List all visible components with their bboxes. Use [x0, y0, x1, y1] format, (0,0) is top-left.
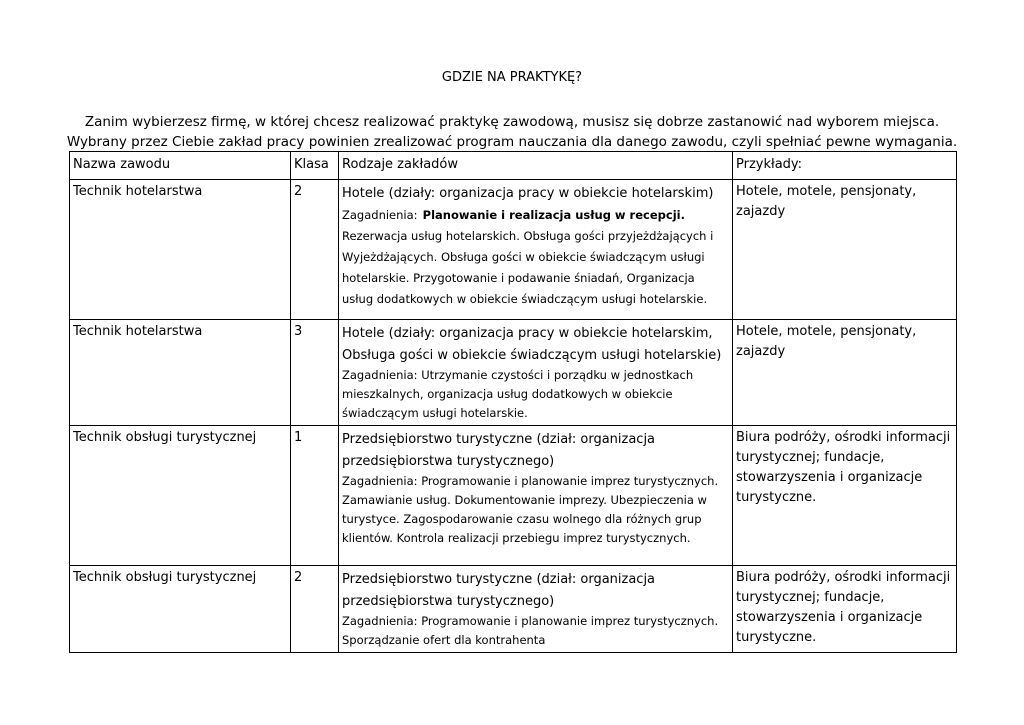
header-klasa: Klasa	[291, 152, 339, 180]
rodzaje-sub: Zagadnienia: Programowanie i planowanie imprez turystycznych. Sporządzanie ofert dla kontrahenta	[342, 614, 719, 647]
rodzaje-sub-rest: Rezerwacja usług hotelarskich. Obsługa gości przyjeżdżających i Wyjeżdżających. Obsługa gości w obiekcie świadczącym usługi hotelarskie. Przygotowanie i podawanie śniadań, Organizacja usług dodatkowych w obiekcie świadczącym usługi hotelarskie.	[342, 229, 714, 306]
cell-rodzaje	[339, 180, 733, 320]
cell-klasa: 1	[291, 426, 339, 566]
rodzaje-sub: Zagadnienia: Utrzymanie czystości i porządku w jednostkach mieszkalnych, organizacja usług dodatkowych w obiekcie świadczącym usługi hotelarskie.	[342, 368, 694, 420]
cell-przyklady: Biura podróży, ośrodki informacji turystycznej; fundacje, stowarzyszenia i organizacje turystyczne.	[733, 426, 957, 566]
intro-paragraph: Zanim wybierzesz firmę, w której chcesz realizować praktykę zawodową, musisz się dobrze zastanowić nad wyborem miejsca. Wybrany przez Ciebie zakład pracy powinien zrealizować program nauczania dla danego zawodu, czyli spełniać pewne wymagania.	[66, 114, 958, 150]
cell-przyklady: Hotele, motele, pensjonaty, zajazdy	[733, 320, 957, 426]
cell-klasa: 2	[291, 566, 339, 653]
practice-table	[69, 151, 957, 653]
header-nazwa-zawodu: Nazwa zawodu	[70, 152, 291, 180]
header-przyklady: Przykłady:	[733, 152, 957, 180]
table-row	[70, 320, 957, 426]
cell-klasa: 2	[291, 180, 339, 320]
cell-zawod: Technik hotelarstwa	[70, 180, 291, 320]
cell-zawod: Technik obsługi turystycznej	[70, 566, 291, 653]
cell-rodzaje	[339, 426, 733, 566]
page-title: GDZIE NA PRAKTYKĘ?	[441, 70, 583, 85]
header-rodzaje-zakladow: Rodzaje zakładów	[339, 152, 733, 180]
cell-przyklady: Biura podróży, ośrodki informacji turystycznej; fundacje, stowarzyszenia i organizacje turystyczne.	[733, 566, 957, 653]
table-row	[70, 180, 957, 320]
rodzaje-main: Przedsiębiorstwo turystyczne (dział: organizacja przedsiębiorstwa turystycznego)	[342, 572, 656, 609]
rodzaje-sub: Zagadnienia: Programowanie i planowanie imprez turystycznych. Zamawianie usług. Dokumentowanie imprezy. Ubezpieczenia w turystyce. Zagospodarowanie czasu wolnego dla różnych grup klientów. Kontrola realizacji przebiegu imprez turystycznych.	[342, 474, 719, 545]
cell-zawod: Technik hotelarstwa	[70, 320, 291, 426]
rodzaje-main: Hotele (działy: organizacja pracy w obiekcie hotelarskim, Obsługa gości w obiekcie świadczącym usługi hotelarskie)	[342, 326, 722, 363]
cell-klasa: 3	[291, 320, 339, 426]
cell-rodzaje	[339, 566, 733, 653]
cell-przyklady: Hotele, motele, pensjonaty, zajazdy	[733, 180, 957, 320]
rodzaje-main: Hotele (działy: organizacja pracy w obiekcie hotelarskim)	[342, 186, 714, 201]
table-row	[70, 426, 957, 566]
rodzaje-sub-bold: Planowanie i realizacja usług w recepcji.	[422, 208, 685, 222]
table-row	[70, 566, 957, 653]
table-header-row	[70, 152, 957, 180]
cell-zawod: Technik obsługi turystycznej	[70, 426, 291, 566]
rodzaje-sub-label: Zagadnienia:	[342, 208, 418, 222]
cell-rodzaje	[339, 320, 733, 426]
rodzaje-main: Przedsiębiorstwo turystyczne (dział: organizacja przedsiębiorstwa turystycznego)	[342, 432, 656, 469]
